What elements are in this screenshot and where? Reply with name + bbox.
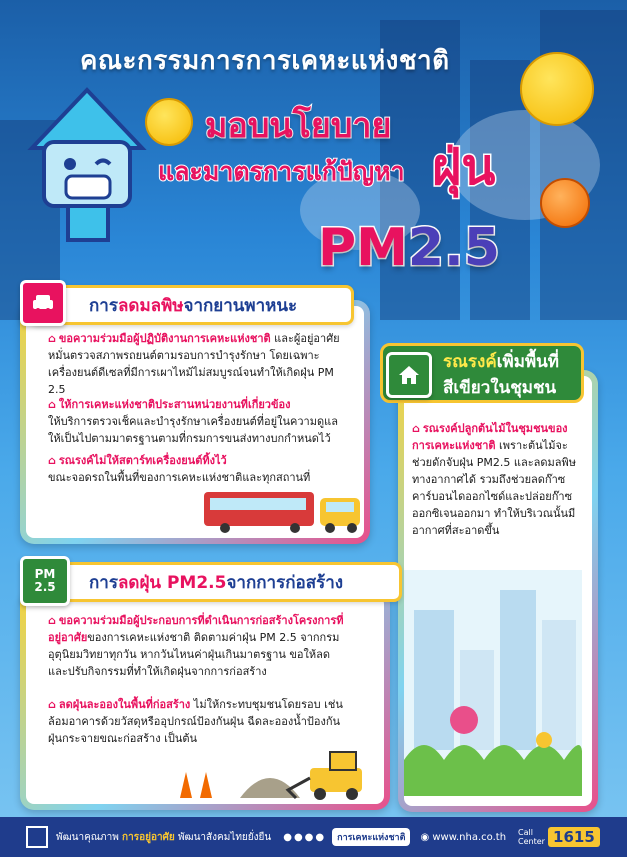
title-post: จากยานพาหนะ [183, 295, 298, 316]
item-body: ขณะจอดรถในพื้นที่ของการเคหะแห่งชาติและทุกสถานที่ [48, 471, 311, 484]
vehicle-section-title [30, 285, 354, 325]
title-line2: สีเขียวในชุมชน [443, 378, 557, 398]
item-head: รณรงค์ปลูกต้นไม้ในชุมชนของ [422, 422, 568, 435]
item-body: เพราะต้นไม้จะช่วยดักจับฝุ่น PM2.5 และลดมลพิษทางอากาศได้ รวมถึงช่วยลดก๊าซคาร์บอนไดออกไซด์และปล่อยก๊าซออกซิเจนออกมา ทำให้บริเวณนั้นมีอากาศที่สะอาดขึ้น [412, 439, 577, 537]
social-icons[interactable]: ●●●● [283, 831, 327, 843]
green-city-illustration [404, 570, 582, 796]
headline-policy: มอบนโยบาย [205, 106, 392, 146]
nha-logo [26, 826, 48, 848]
title-pre: การ [89, 572, 118, 593]
vehicle-item-1 [48, 330, 354, 398]
call-center-number[interactable]: 1615 [548, 827, 600, 847]
slogan-highlight: การอยู่อาศัย [122, 831, 175, 843]
home-bullet-icon: ⌂ [48, 398, 56, 411]
house-mascot [22, 78, 152, 248]
slogan-pre: พัฒนาคุณภาพ [56, 831, 123, 843]
headline-dust: ฝุ่น [432, 138, 496, 196]
masked-face-icon [145, 98, 193, 146]
footer [0, 817, 627, 857]
house-icon [386, 352, 432, 398]
construction-item-2 [48, 696, 348, 747]
slogan-post: พัฒนาสังคมไทยยั่งยืน [174, 831, 272, 843]
title-pre: การ [89, 295, 118, 316]
item-head: ให้การเคหะแห่งชาติประสานหน่วยงานที่เกี่ยวข้อง [58, 398, 291, 411]
icon-top-text: PM [34, 567, 56, 581]
website-text[interactable]: www.nha.co.th [432, 831, 507, 843]
headline-measures: และมาตรการแก้ปัญหา [158, 157, 405, 186]
social-name[interactable]: การเคหะแห่งชาติ [332, 828, 410, 846]
pm-number: 2.5 [407, 218, 500, 278]
home-bullet-icon: ⌂ [48, 454, 56, 467]
org-title: คณะกรรมการการเคหะแห่งชาติ [80, 46, 450, 76]
call-center-label: Call Center [518, 828, 545, 846]
icon-bottom-text: 2.5 [34, 580, 56, 594]
green-item [412, 420, 584, 539]
footer-slogan [56, 830, 271, 845]
pm25-icon [20, 556, 70, 606]
construction-section-title [30, 562, 402, 602]
car-icon [20, 280, 66, 326]
item-body: ให้บริการตรวจเช็คและบำรุงรักษาเครื่องยนต์ที่อยู่ในความดูแล ให้เป็นไปตามมาตรฐานตามที่กรมการขนส่งทางบกกำหนดไว้ [48, 415, 338, 445]
item-head: ขอความร่วมมือผู้ประกอบการที่ดำเนินการก่อสร้างโครงการที่อยู่อาศัย [48, 614, 344, 644]
item-head: ขอความร่วมมือผู้ปฏิบัติงานการเคหะแห่งชาติ [58, 332, 271, 345]
item-head-2: การเคหะแห่งชาติ [412, 439, 496, 452]
construction-item-1 [48, 612, 348, 680]
bus-and-taxi-illustration [200, 478, 370, 534]
item-head: ลดฝุ่นละอองในพื้นที่ก่อสร้าง [58, 698, 191, 711]
home-bullet-icon: ⌂ [48, 614, 56, 627]
title-post: จากการก่อสร้าง [226, 572, 344, 593]
item-body: และผู้อยู่อาศัย หมั่นตรวจสภาพรถยนต์ตามรอบการบำรุงรักษา โดยเฉพาะเครื่องยนต์ดีเซลที่มีการเผาไหม้ไม่สมบูรณ์จนทำให้เกิดฝุ่น PM 2.5 [48, 332, 340, 396]
pm-text: PM [318, 218, 408, 278]
website-link[interactable]: ◉ www.nha.co.th [420, 831, 507, 843]
headline-pm25 [318, 218, 500, 278]
vehicle-item-2 [48, 396, 354, 447]
item-body: ไม่ให้กระทบชุมชนโดยรอบ เช่น ล้อมอาคารด้วยวัสดุหรืออุปกรณ์ป้องกันฝุ่น ฉีดละอองน้ำป้องกันฝุ่นกระจายขณะก่อสร้าง เป็นต้น [48, 698, 343, 745]
title-highlight: ลดฝุ่น PM2.5 [117, 572, 227, 593]
home-bullet-icon: ⌂ [412, 422, 420, 435]
title-highlight: รณรงค์ [443, 352, 497, 372]
angry-face-icon [540, 178, 590, 228]
title-highlight: ลดมลพิษ [117, 295, 184, 316]
construction-illustration [170, 742, 390, 800]
item-body: ของการเคหะแห่งชาติ ติดตามค่าฝุ่น PM 2.5 จากกรมอุตุนิยมวิทยาทุกวัน หากวันไหนค่าฝุ่นเกินมาตรฐาน ขอให้ลดและปรับกิจกรรมที่ทำให้เกิดฝุ่นจากการก่อสร้าง [48, 631, 340, 678]
home-bullet-icon: ⌂ [48, 698, 56, 711]
title-post: เพิ่มพื้นที่ [496, 352, 559, 372]
item-head: รณรงค์ไม่ให้สตาร์ทเครื่องยนต์ทิ้งไว้ [58, 454, 227, 467]
home-bullet-icon: ⌂ [48, 332, 56, 345]
